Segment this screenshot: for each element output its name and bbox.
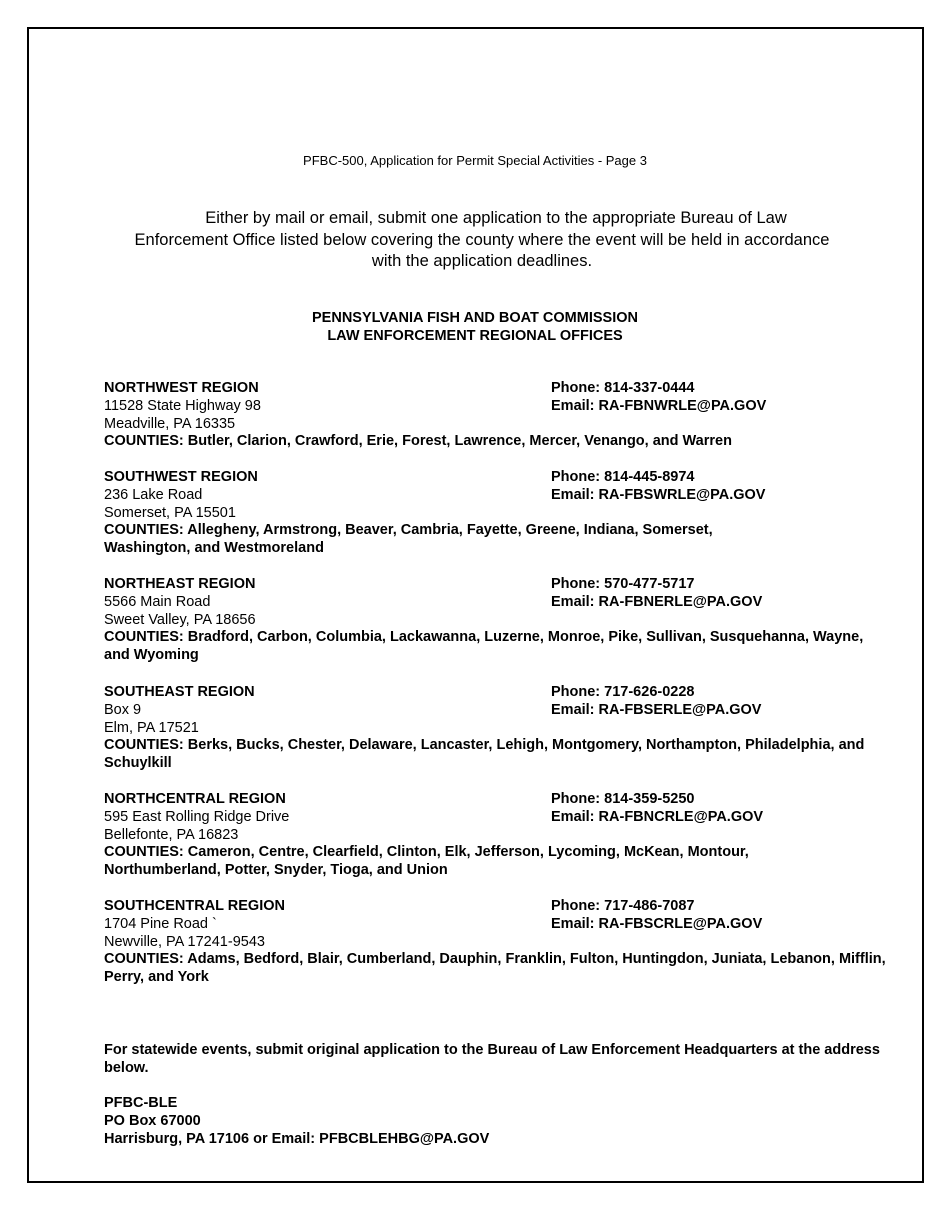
region-northwest xyxy=(104,380,904,451)
region-southwest xyxy=(104,469,904,558)
region-counties: COUNTIES: Berks, Bucks, Chester, Delaware, Lancaster, Lehigh, Montgomery, Northampton, Philadelphia, and Schuylkill xyxy=(104,737,865,772)
region-email: Email: RA-FBSERLE@PA.GOV xyxy=(551,701,762,718)
region-email: Email: RA-FBSWRLE@PA.GOV xyxy=(551,486,766,503)
region-counties: COUNTIES: Adams, Bedford, Blair, Cumberland, Dauphin, Franklin, Fulton, Huntingdon, Juniata, Lebanon, Mifflin, Perry, and York xyxy=(104,951,886,986)
page-header: PFBC-500, Application for Permit Special Activities - Page 3 xyxy=(303,153,647,168)
region-counties: COUNTIES: Cameron, Centre, Clearfield, Clinton, Elk, Jefferson, Lycoming, McKean, Montour, Northumberland, Potter, Snyder, Tioga, and Union xyxy=(104,844,749,879)
region-name: NORTHWEST REGION xyxy=(104,380,259,396)
region-name: SOUTHEAST REGION xyxy=(104,684,255,700)
region-phone: Phone: 814-359-5250 xyxy=(551,791,695,807)
region-southcentral xyxy=(104,898,904,987)
region-email: Email: RA-FBSCRLE@PA.GOV xyxy=(551,915,763,932)
region-city: Meadville, PA 16335 xyxy=(104,415,236,432)
region-phone: Phone: 570-477-5717 xyxy=(551,576,695,592)
region-name: SOUTHWEST REGION xyxy=(104,469,258,485)
region-name: SOUTHCENTRAL REGION xyxy=(104,898,285,914)
headquarters-address xyxy=(104,1095,489,1148)
organization-heading xyxy=(0,310,950,345)
offices-title: LAW ENFORCEMENT REGIONAL OFFICES xyxy=(327,327,623,344)
region-counties: COUNTIES: Butler, Clarion, Crawford, Erie, Forest, Lawrence, Mercer, Venango, and Warren xyxy=(104,433,732,450)
region-email: Email: RA-FBNERLE@PA.GOV xyxy=(551,593,763,610)
region-northcentral xyxy=(104,791,904,880)
hq-city-email: Harrisburg, PA 17106 or Email: PFBCBLEHBG@PA.GOV xyxy=(104,1130,490,1147)
region-city: Elm, PA 17521 xyxy=(104,719,199,736)
region-phone: Phone: 717-626-0228 xyxy=(551,684,695,700)
hq-po-box: PO Box 67000 xyxy=(104,1112,201,1129)
region-phone: Phone: 814-337-0444 xyxy=(551,380,695,396)
region-city: Somerset, PA 15501 xyxy=(104,504,236,521)
region-northeast xyxy=(104,576,904,665)
region-counties: COUNTIES: Bradford, Carbon, Columbia, Lackawanna, Luzerne, Monroe, Pike, Sullivan, Susquehanna, Wayne, and Wyoming xyxy=(104,629,864,664)
region-city: Newville, PA 17241-9543 xyxy=(104,933,265,950)
statewide-instructions: For statewide events, submit original application to the Bureau of Law Enforcement Headquarters at the address below. xyxy=(104,1042,880,1076)
region-address: 236 Lake Road xyxy=(104,486,203,503)
region-email: Email: RA-FBNCRLE@PA.GOV xyxy=(551,808,764,825)
region-address: Box 9 xyxy=(104,701,142,718)
region-phone: Phone: 717-486-7087 xyxy=(551,898,695,914)
organization-name: PENNSYLVANIA FISH AND BOAT COMMISSION xyxy=(312,310,638,326)
intro-paragraph: Either by mail or email, submit one application to the appropriate Bureau of Law Enforcement Office listed below covering the county where the event will be held in accordance with the application deadlines. xyxy=(134,209,830,270)
region-name: NORTHEAST REGION xyxy=(104,576,256,592)
region-address: 11528 State Highway 98 xyxy=(104,397,261,414)
region-name: NORTHCENTRAL REGION xyxy=(104,791,286,807)
region-phone: Phone: 814-445-8974 xyxy=(551,469,695,485)
region-city: Bellefonte, PA 16823 xyxy=(104,826,239,843)
region-city: Sweet Valley, PA 18656 xyxy=(104,611,256,628)
region-address: 595 East Rolling Ridge Drive xyxy=(104,808,290,825)
region-email: Email: RA-FBNWRLE@PA.GOV xyxy=(551,397,767,414)
region-southeast xyxy=(104,684,904,773)
region-address: 1704 Pine Road ` xyxy=(104,915,217,932)
region-counties: COUNTIES: Allegheny, Armstrong, Beaver, Cambria, Fayette, Greene, Indiana, Somerset, Washington, and Westmoreland xyxy=(104,522,713,557)
hq-name: PFBC-BLE xyxy=(104,1095,178,1111)
region-address: 5566 Main Road xyxy=(104,593,211,610)
